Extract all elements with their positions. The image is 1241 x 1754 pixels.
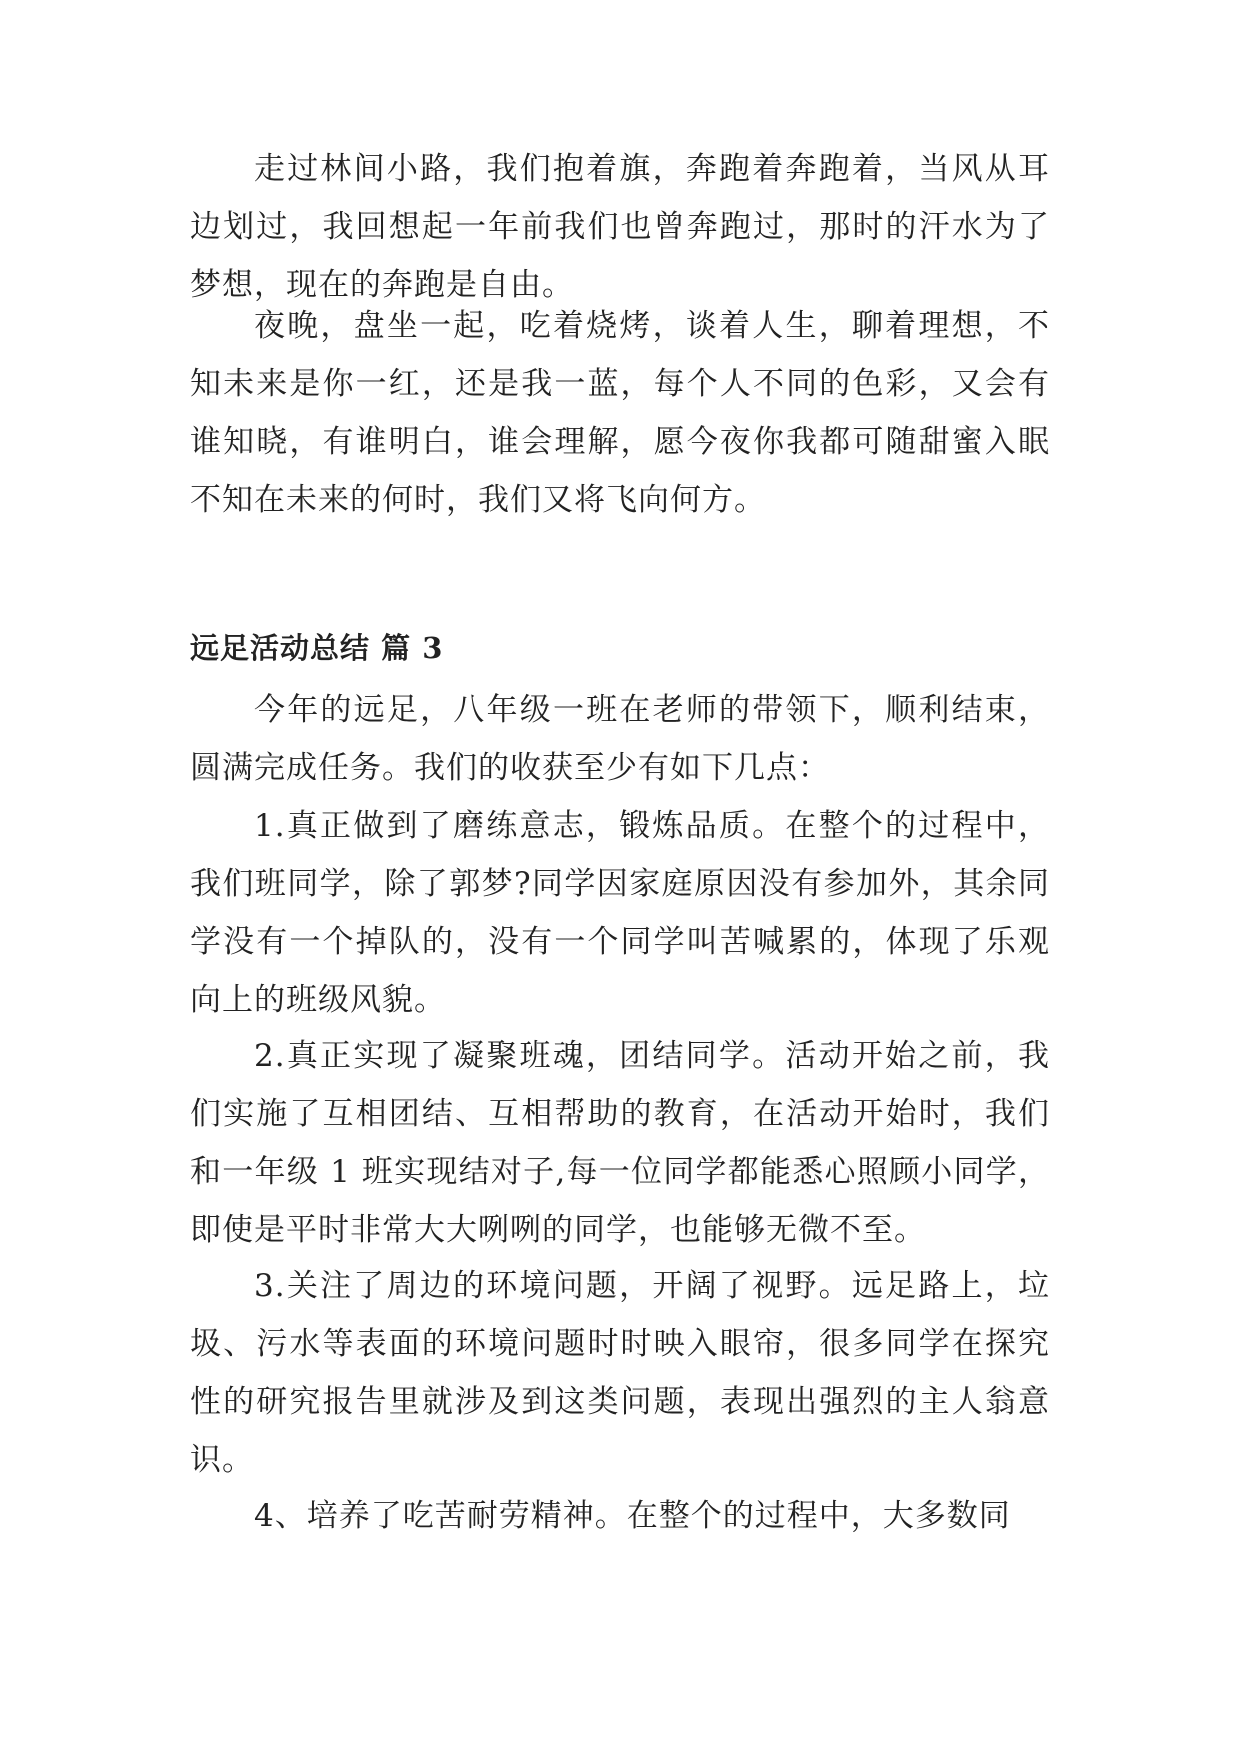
- paragraph-intro: 今年的远足，八年级一班在老师的带领下，顺利结束，圆满完成任务。我们的收获至少有如下几点：: [190, 692, 1050, 786]
- paragraph-night: 夜晚，盘坐一起，吃着烧烤，谈着人生，聊着理想，不知未来是你一红，还是我一蓝，每个人不同的色彩，又会有谁知晓，有谁明白，谁会理解，愿今夜你我都可随甜蜜入眠不知在未来的何时，我们又将飞向何方。: [190, 308, 1050, 518]
- paragraph-point-4: 4、培养了吃苦耐劳精神。在整个的过程中，大多数同: [254, 1498, 1011, 1534]
- paragraph-run: 走过林间小路，我们抱着旗，奔跑着奔跑着，当风从耳边划过，我回想起一年前我们也曾奔跑过，那时的汗水为了梦想，现在的奔跑是自由。: [190, 151, 1050, 303]
- section-title: 远足活动总结 篇 3: [190, 631, 444, 665]
- paragraph-point-3: 3.关注了周边的环境问题，开阔了视野。远足路上，垃圾、污水等表面的环境问题时时映入眼帘，很多同学在探究性的研究报告里就涉及到这类问题，表现出强烈的主人翁意识。: [190, 1268, 1050, 1478]
- paragraph-point-1: 1.真正做到了磨练意志，锻炼品质。在整个的过程中，我们班同学，除了郭梦?同学因家庭原因没有参加外，其余同学没有一个掉队的，没有一个同学叫苦喊累的，体现了乐观向上的班级风貌。: [190, 808, 1050, 1018]
- paragraph-point-2: 2.真正实现了凝聚班魂，团结同学。活动开始之前，我们实施了互相团结、互相帮助的教育，在活动开始时，我们和一年级 1 班实现结对子,每一位同学都能悉心照顾小同学，即使是平时非常大大咧咧的同学，也能够无微不至。: [190, 1038, 1050, 1248]
